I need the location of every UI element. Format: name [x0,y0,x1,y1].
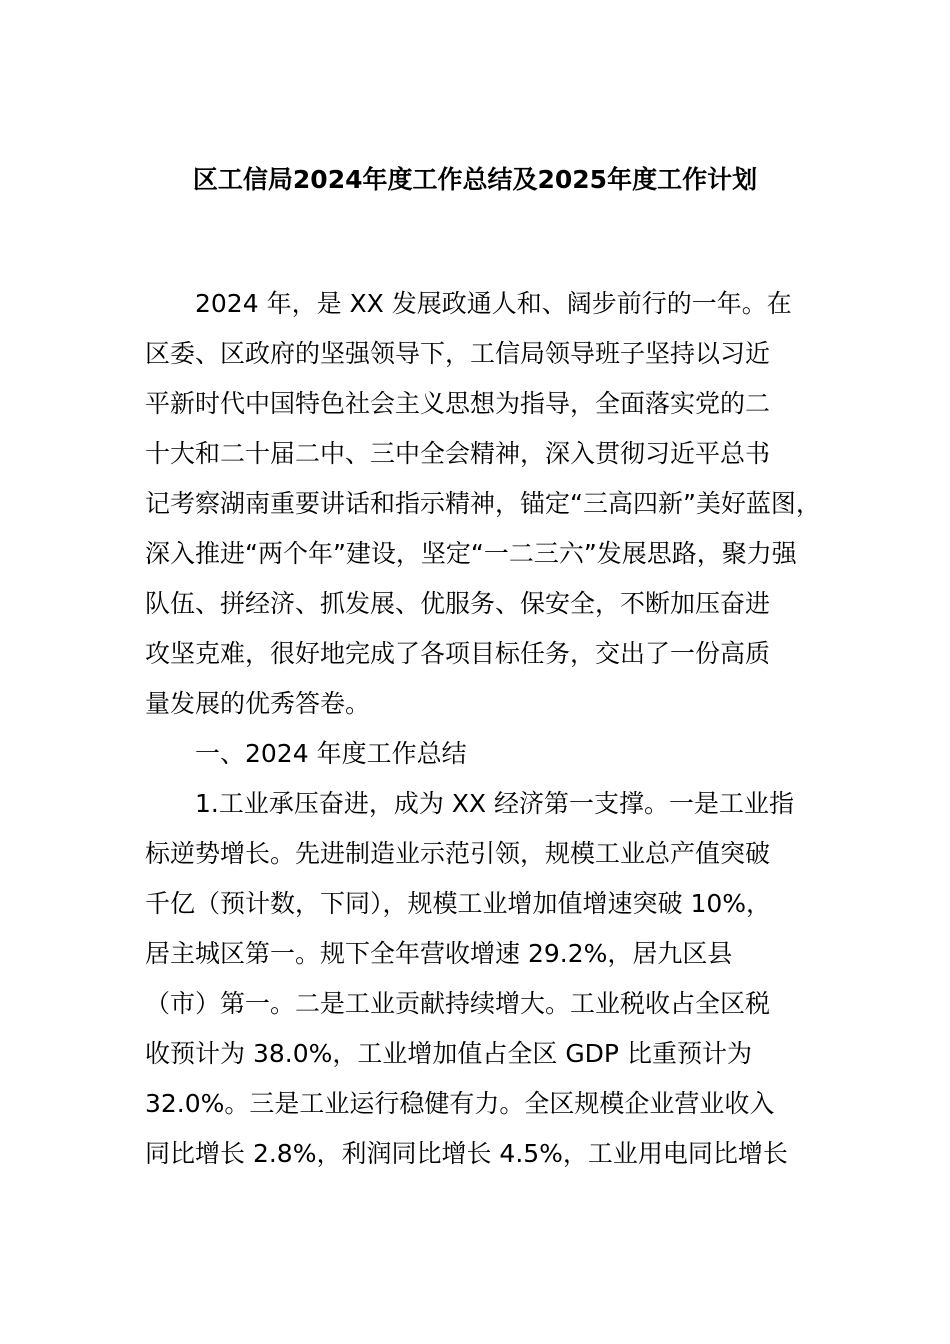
paragraph-line: 32.0%。三是工业运行稳健有力。全区规模企业营业收入 [145,1089,775,1118]
paragraph-line: 攻坚克难，很好地完成了各项目标任务，交出了一份高质 [145,639,771,668]
document-body [145,279,845,1179]
paragraph-line: 标逆势增长。先进制造业示范引领，规模工业总产值突破 [145,839,771,868]
paragraph-line: 平新时代中国特色社会主义思想为指导，全面落实党的二 [145,389,771,418]
paragraph-line: 深入推进“两个年”建设，坚定“一二三六”发展思路，聚力强 [145,539,797,568]
paragraph-line: 量发展的优秀答卷。 [145,689,371,718]
document-title: 区工信局2024年度工作总结及2025年度工作计划 [192,165,758,194]
paragraph-line: 2024 年，是 XX 发展政通人和、阔步前行的一年。在 [195,289,792,318]
paragraph-line: 同比增长 2.8%，利润同比增长 4.5%，工业用电同比增长 [145,1139,788,1168]
paragraph-line: 区委、区政府的坚强领导下，工信局领导班子坚持以习近 [145,339,771,368]
paragraph-line: 千亿（预计数，下同），规模工业增加值增速突破 10%， [145,889,772,918]
paragraph-line: （市）第一。二是工业贡献持续增大。工业税收占全区税 [145,989,771,1018]
paragraph-line: 居主城区第一。规下全年营收增速 29.2%，居九区县 [145,939,733,968]
paragraph-line: 十大和二十届二中、三中全会精神，深入贯彻习近平总书 [145,439,771,468]
paragraph-line: 队伍、拼经济、抓发展、优服务、保安全，不断加压奋进 [145,589,771,618]
section-heading: 一、2024 年度工作总结 [195,739,467,768]
paragraph-line: 1.工业承压奋进，成为 XX 经济第一支撑。一是工业指 [195,789,795,818]
paragraph-line: 记考察湖南重要讲话和指示精神，锚定“三高四新”美好蓝图， [145,489,821,518]
paragraph-line: 收预计为 38.0%，工业增加值占全区 GDP 比重预计为 [145,1039,752,1068]
